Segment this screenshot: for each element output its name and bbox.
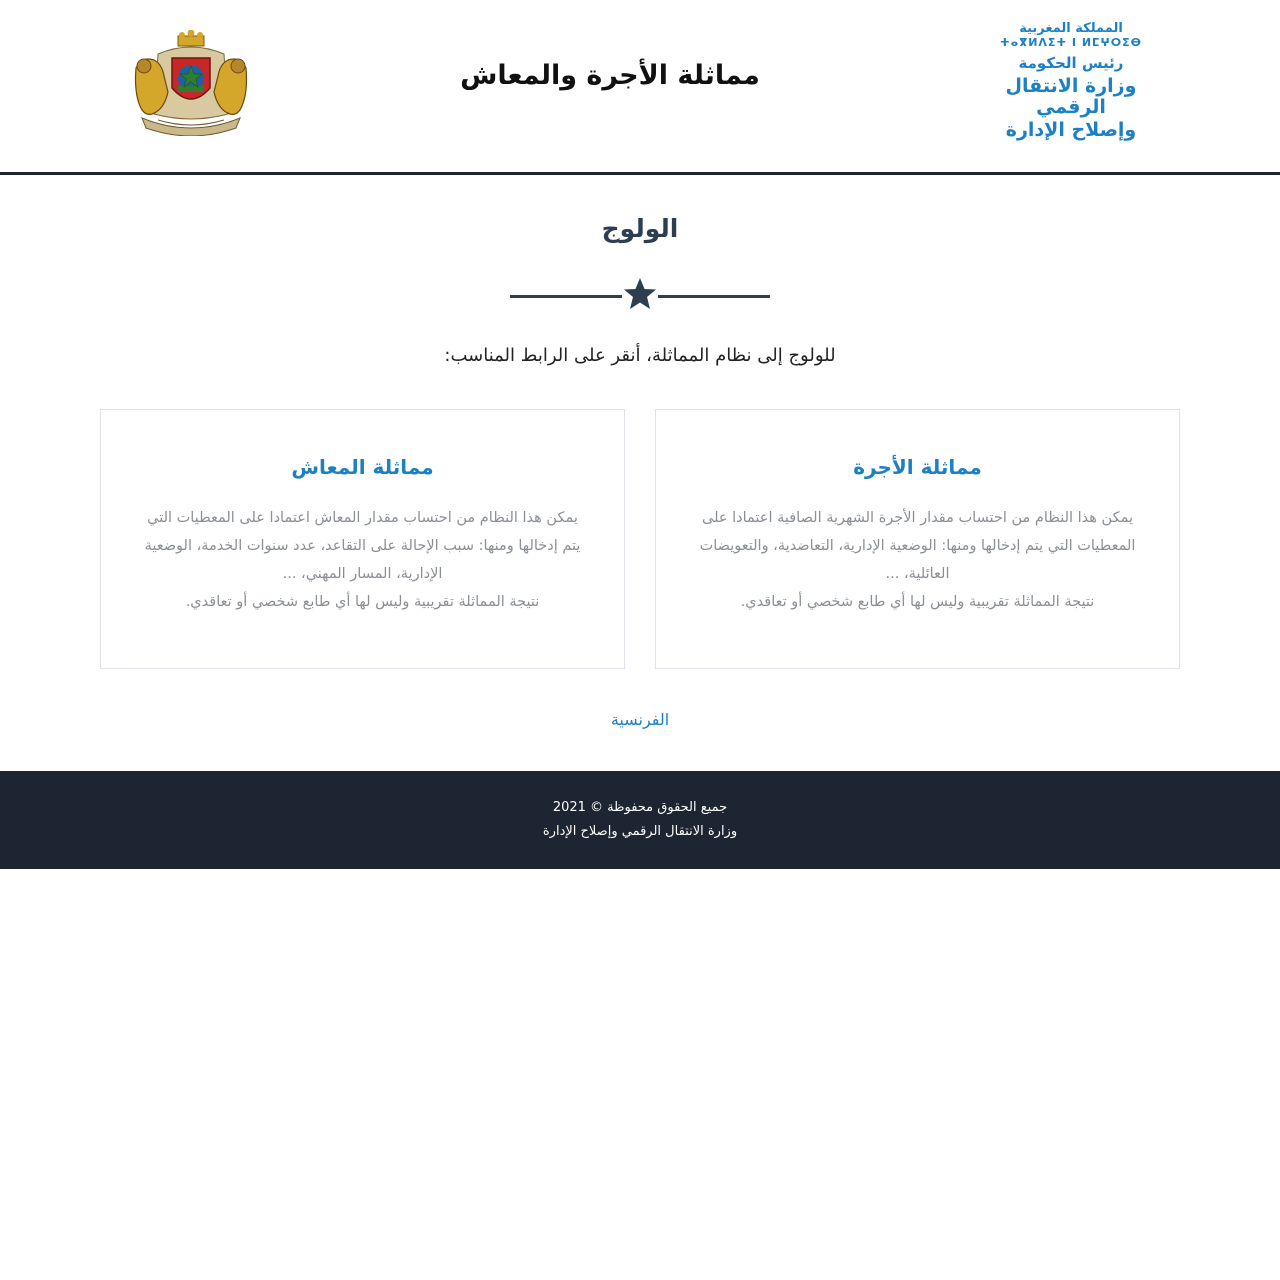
kingdom-label: المملكة المغربية xyxy=(1019,21,1123,36)
pension-simulation-card xyxy=(100,409,625,669)
page-footer xyxy=(0,771,1280,869)
ministry-logo[interactable] xyxy=(980,22,1162,141)
ministry-name-line1: وزارة الانتقال الرقمي xyxy=(1005,75,1137,118)
title-divider xyxy=(510,276,770,310)
footer-ministry-name: وزارة الانتقال الرقمي وإصلاح الإدارة xyxy=(542,824,738,839)
salary-simulation-description: يمكن هذا النظام من احتساب مقدار الأجرة الشهرية الصافية اعتمادا على المعطيات التي يتم إدخالها ومنها: الوضعية الإدارية، التعاضدية، والتعويضات العائلية، ... xyxy=(699,510,1136,582)
divider-line-left xyxy=(510,295,622,298)
french-language-link[interactable]: الفرنسية xyxy=(610,710,670,729)
salary-simulation-card xyxy=(655,409,1180,669)
site-title: مماثلة الأجرة والمعاش xyxy=(460,60,760,91)
divider-line-right xyxy=(658,295,770,298)
salary-simulation-note: نتيجة المماثلة تقريبية وليس لها أي طابع شخصي أو تعاقدي. xyxy=(740,594,1095,610)
pension-simulation-note: نتيجة المماثلة تقريبية وليس لها أي طابع شخصي أو تعاقدي. xyxy=(185,594,540,610)
copyright-text: جميع الحقوق محفوظة © 2021 xyxy=(552,800,728,815)
pension-simulation-description: يمكن هذا النظام من احتساب مقدار المعاش اعتمادا على المعطيات التي يتم إدخالها ومنها: سبب الإحالة على التقاعد، عدد سنوات الخدمة، الوضعية الإدارية، المسار المهني، ... xyxy=(144,510,581,582)
salary-simulation-link[interactable]: مماثلة الأجرة xyxy=(853,455,982,479)
section-title: الولوج xyxy=(601,214,679,243)
pension-simulation-link[interactable]: مماثلة المعاش xyxy=(291,455,434,479)
kingdom-tifinagh-label: ⵜⴰⴳⵍⴷⵉⵜ ⵏ ⵍⵎⵖⵔⵉⴱ xyxy=(999,36,1142,49)
ministry-name-line2: وإصلاح الإدارة xyxy=(1005,119,1137,141)
intro-text: للولوج إلى نظام المماثلة، أنقر على الرابط المناسب: xyxy=(444,345,836,366)
star-icon xyxy=(622,276,658,312)
head-of-government-label: رئيس الحكومة xyxy=(1018,54,1124,72)
moroccan-coat-of-arms-icon xyxy=(128,30,254,136)
page-header xyxy=(0,0,1280,175)
